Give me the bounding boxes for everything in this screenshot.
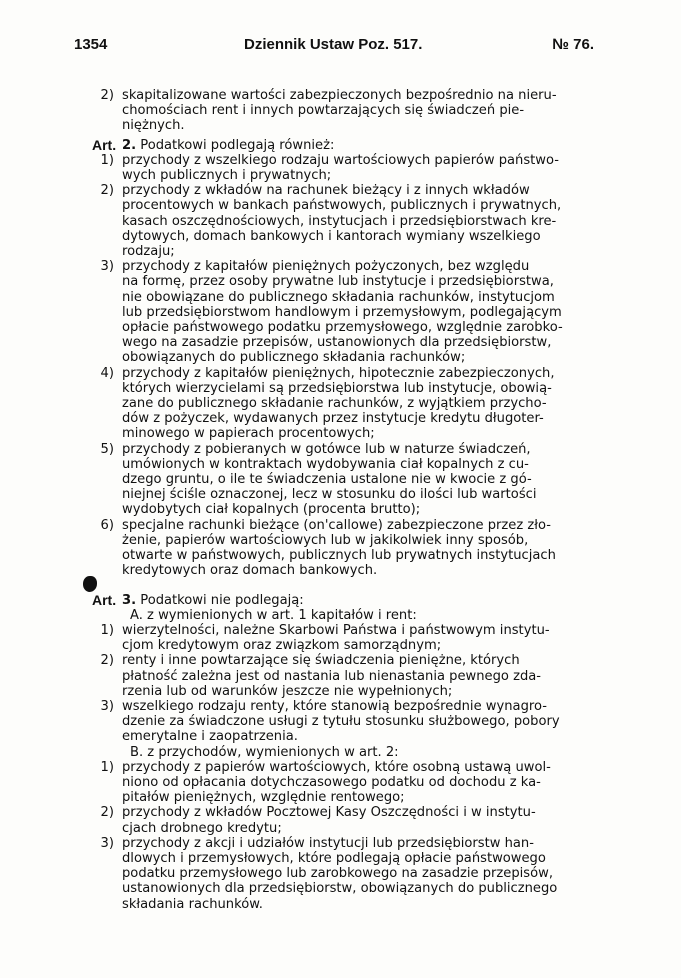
text-line: umówionych w kontraktach wydobywania ciał kopalnych z cu- (122, 456, 529, 472)
article-2-heading (92, 138, 610, 153)
item-text (122, 760, 610, 806)
article-number: 2. (122, 137, 137, 153)
issue-number: № 76. (552, 36, 594, 53)
list-item (92, 442, 610, 518)
text-line: ustanowionych dla przedsiębiorstw, obowiązanych do publicznego (122, 881, 558, 897)
text-line: specjalne rachunki bieżące (on'callowe) zabezpieczone przez zło- (122, 517, 551, 533)
text-line: rodzaju; (122, 244, 175, 260)
text-line: dlowych i przemysłowych, które podlegają opłacie państwowego (122, 850, 546, 866)
journal-title: Dziennik Ustaw Poz. 517. (244, 36, 423, 53)
text-line: renty i inne powtarzające się świadczenia pieniężne, których (122, 653, 520, 669)
article-label: Art. (92, 136, 117, 153)
article-3-items-a (92, 623, 610, 745)
text-line: podatku przemysłowego lub zarobkowego na zasadzie przepisów, (122, 866, 554, 882)
list-item (92, 518, 610, 579)
list-item (92, 836, 610, 912)
list-item (92, 366, 610, 442)
item-number: 2) (100, 88, 114, 103)
item-number: 3) (100, 698, 114, 714)
text-line: lub przedsiębiorstwom handlowym i przemysłowym, podlegającym (122, 304, 562, 320)
item-text (122, 805, 610, 835)
article-number: 3. (122, 592, 137, 608)
article-3-items-b (92, 760, 610, 912)
text-line: opłacie państwowego podatku przemysłowego, względnie zarobko- (122, 320, 563, 336)
text-line: otwarte w państwowych, publicznych lub prywatnych instytucjach (122, 548, 556, 564)
text-line: żenie, papierów wartościowych lub w jakikolwiek inny sposób, (122, 532, 529, 548)
text-line: minowego w papierach procentowych; (122, 426, 375, 442)
intro-item (92, 88, 610, 134)
item-number: 3) (100, 835, 114, 851)
text-line: wydobytych ciał kopalnych (procenta brutto); (122, 502, 421, 518)
text-line: których wierzycielami są przedsiębiorstwa lub instytucje, obowią- (122, 380, 552, 396)
section-b-heading: B. z przychodów, wymienionych w art. 2: (130, 744, 399, 760)
text-line: dytowych, domach bankowych i kantorach wymiany wszelkiego (122, 228, 541, 244)
text-line: przychody z wszelkiego rodzaju wartościowych papierów państwo- (122, 152, 559, 168)
text-line: przychody z wkładów Pocztowej Kasy Oszczędności i w instytu- (122, 805, 536, 821)
text-line: na formę, przez osoby prywatne lub instytucje i przedsiębiorstwa, (122, 274, 554, 290)
item-text (122, 623, 610, 653)
text-line: nie obowiązane do publicznego składania rachunków, instytucjom (122, 289, 555, 305)
text-line: płatność zależna jest od nastania lub nienastania pewnego zda- (122, 668, 542, 684)
item-text (122, 183, 610, 259)
text-line: obowiązanych do publicznego składania rachunków; (122, 350, 466, 366)
list-item (92, 805, 610, 835)
text-line: przychody z pobieranych w gotówce lub w naturze świadczeń, (122, 441, 531, 457)
article-label: Art. (92, 591, 117, 608)
list-item (92, 153, 610, 183)
text-line: niężnych. (122, 118, 185, 134)
text-line: wych publicznych i prywatnych; (122, 168, 332, 184)
text-line: emerytalne i zaopatrzenia. (122, 729, 298, 745)
list-item (92, 760, 610, 806)
article-heading-text: Podatkowi nie podlegają: (140, 592, 304, 608)
item-number: 4) (100, 365, 114, 381)
text-line: wszelkiego rodzaju renty, które stanowią bezpośrednie wynagro- (122, 698, 547, 714)
item-number: 5) (100, 441, 114, 457)
text-line: przychody z wkładów na rachunek bieżący i z innych wkładów (122, 183, 530, 199)
item-number: 3) (100, 259, 114, 275)
item-text (122, 366, 610, 442)
list-item (92, 183, 610, 259)
text-line: przychody z papierów wartościowych, które osobną ustawą uwol- (122, 759, 551, 775)
text-line: kredytowych oraz domach bankowych. (122, 563, 378, 579)
list-item (92, 259, 610, 365)
article-3-heading (92, 593, 610, 608)
page-number: 1354 (74, 36, 108, 53)
item-text (122, 88, 610, 134)
item-number: 1) (100, 152, 114, 168)
item-text (122, 518, 610, 579)
text-line: przychody z akcji i udziałów instytucji lub przedsiębiorstw han- (122, 835, 534, 851)
text-line: dzenie za świadczone usługi z tytułu stosunku służbowego, pobory (122, 714, 560, 730)
text-line: przychody z kapitałów pieniężnych, hipotecznie zabezpieczonych, (122, 365, 555, 381)
page-header (74, 36, 604, 56)
item-text (122, 442, 610, 518)
text-line: składania rachunków. (122, 896, 263, 912)
text-line: wego na zasadzie przepisów, ustanowionych dla przedsiębiorstw, (122, 335, 552, 351)
text-line: chomościach rent i innych powtarzających się świadczeń pie- (122, 103, 525, 119)
item-number: 2) (100, 805, 114, 821)
list-item (92, 653, 610, 699)
text-line: dzego gruntu, o ile te świadczenia ustalone nie w kwocie z gó- (122, 472, 532, 488)
text-line: przychody z kapitałów pieniężnych pożyczonych, bez względu (122, 259, 530, 275)
text-line: kasach oszczędnościowych, instytucjach i przedsiębiorstwach kre- (122, 213, 557, 229)
text-line: cjach drobnego kredytu; (122, 820, 282, 836)
text-line: zane do publicznego składanie rachunków, z wyjątkiem przycho- (122, 396, 547, 412)
item-number: 6) (100, 517, 114, 533)
text-line: skapitalizowane wartości zabezpieczonych bezpośrednio na nieru- (122, 88, 557, 103)
item-text (122, 153, 610, 183)
article-heading-text: Podatkowi podlegają również: (140, 137, 335, 153)
item-text (122, 836, 610, 912)
article-2-items (92, 153, 610, 579)
item-text (122, 259, 610, 365)
item-number: 2) (100, 653, 114, 669)
section-a-heading: A. z wymienionych w art. 1 kapitałów i rent: (130, 607, 417, 623)
document-body (92, 88, 610, 912)
text-line: rzenia lub od warunków jeszcze nie wypełnionych; (122, 683, 453, 699)
item-number: 1) (100, 622, 114, 638)
text-line: cjom kredytowym oraz związkom samorządnym; (122, 638, 442, 654)
item-number: 1) (100, 759, 114, 775)
text-line: niejnej ściśle oznaczonej, lecz w stosunku do ilości lub wartości (122, 487, 537, 503)
text-line: dów z pożyczek, wydawanych przez instytucje kredytu długoter- (122, 411, 544, 427)
item-text (122, 699, 610, 745)
text-line: niono od opłacania dotychczasowego podatku od dochodu z ka- (122, 774, 541, 790)
list-item (92, 623, 610, 653)
item-text (122, 653, 610, 699)
text-line: wierzytelności, należne Skarbowi Państwa i państwowym instytu- (122, 622, 550, 638)
list-item (92, 699, 610, 745)
item-number: 2) (100, 183, 114, 199)
text-line: procentowych w bankach państwowych, publicznych i prywatnych, (122, 198, 562, 214)
text-line: pitałów pieniężnych, względnie rentowego; (122, 790, 405, 806)
